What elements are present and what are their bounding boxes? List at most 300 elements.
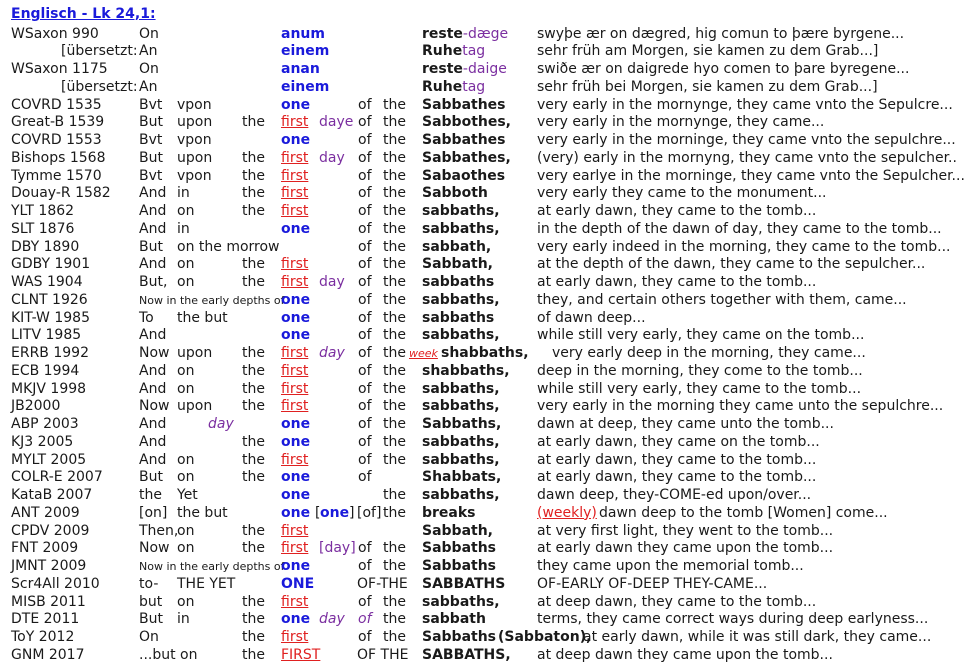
word-of: of (358, 203, 372, 220)
word-sabbath: sabbaths, (422, 593, 500, 610)
word-the: the (242, 469, 265, 486)
word-of: of (358, 380, 372, 397)
word-2: on (177, 540, 195, 557)
word-of: of (358, 540, 372, 557)
word-1: But (139, 469, 163, 486)
word-one: one (281, 291, 311, 308)
table-row (0, 594, 900, 612)
bible-name: ANT 2009 (11, 504, 80, 521)
page-title[interactable]: Englisch - Lk 24,1: (11, 6, 156, 22)
bible-name: MKJV 1998 (11, 380, 87, 397)
word-1: And (139, 203, 167, 220)
word-the: the (242, 274, 265, 291)
word-the-2: the (383, 504, 406, 521)
word-2: vpon (177, 96, 212, 113)
translation-text: very early they came to the monument... (537, 185, 827, 202)
translation-text: very early in the mornynge, they came vnto the Sepulcre... (537, 96, 953, 113)
translation-text: of dawn deep... (537, 309, 646, 326)
word-2: upon (177, 149, 213, 166)
word-of: of (358, 220, 372, 237)
translation-text: very early in the morning they came unto the sepulchre... (537, 398, 944, 415)
word-of: of (358, 362, 372, 379)
translation-text: at deep dawn they came upon the tomb... (537, 646, 833, 663)
translation-text: dawn deep to the tomb [Women] come... (599, 504, 888, 521)
word-sabbath: Sabbath, (422, 256, 493, 273)
word-day: day (319, 149, 345, 166)
word-1: And (139, 362, 167, 379)
word-1: On (139, 61, 159, 78)
word-1: Now (139, 540, 170, 557)
word-1: And (139, 185, 167, 202)
word-2: on (177, 256, 195, 273)
bible-name: COVRD 1535 (11, 96, 102, 113)
translation-text: swiðe ær on daigrede hyo comen to þare byregene... (537, 61, 910, 78)
word-of: of (358, 558, 372, 575)
table-row (0, 256, 926, 274)
bible-name: ABP 2003 (11, 416, 79, 433)
word-1: And (139, 380, 167, 397)
word-first: first (281, 362, 309, 379)
word-of: of (358, 398, 372, 415)
word-sabbath: sabbaths, (422, 433, 500, 450)
word-sabbath-suffix: -dæge (462, 25, 509, 42)
bible-name: COLR-E 2007 (11, 469, 103, 486)
word-one: ONE (281, 575, 315, 592)
word-the: the (242, 256, 265, 273)
word-one: one (281, 504, 311, 521)
word-the: the (242, 611, 265, 628)
word-1: And (139, 327, 167, 344)
word-1: An (139, 43, 158, 60)
word-sabbath: sabbaths (422, 274, 495, 291)
word-first: first (281, 345, 309, 362)
word-sabbath: reste-daige (422, 61, 507, 78)
translation-text: dawn at deep, they came unto the tomb... (537, 416, 834, 433)
word-the-2: the (383, 149, 406, 166)
word-the-2: the (383, 593, 406, 610)
word-sabbath-suffix: tag (462, 43, 486, 60)
word-2: the but (177, 504, 228, 521)
bible-name: Great-B 1539 (11, 114, 105, 131)
word-1: But (139, 238, 163, 255)
word-the-2: the (383, 203, 406, 220)
word-of: of (358, 345, 372, 362)
word-the-2: the (383, 362, 406, 379)
translation-text: at early dawn, they came to the tomb... (537, 203, 817, 220)
word-1: And (139, 220, 167, 237)
translation-text: sehr früh bei Morgen, sie kamen zu dem Grab...] (537, 78, 878, 95)
word-sabbath: Sabbaths (422, 629, 497, 646)
word-2: on (177, 203, 195, 220)
word-1: Bvt (139, 167, 163, 184)
table-row (0, 629, 932, 647)
word-sabbath: sabbaths, (422, 398, 500, 415)
word-first: first (281, 398, 309, 415)
bible-name: LITV 1985 (11, 327, 82, 344)
word-first: first (281, 522, 309, 539)
word-of: of (358, 451, 372, 468)
word-2: vpon (177, 132, 212, 149)
translation-text: at early dawn, while it was still dark, they came... (583, 629, 932, 646)
word-first: first (281, 167, 309, 184)
translation-text: deep in the morning, they come to the tomb... (537, 362, 863, 379)
word-sabbath: Sabbath, (422, 522, 493, 539)
table-row (0, 363, 900, 381)
word-of: of (358, 96, 372, 113)
word-the-2: the (383, 398, 406, 415)
bible-name: Tymme 1570 (11, 167, 102, 184)
word-of: of (358, 274, 372, 291)
word-of: [of] (357, 504, 382, 521)
word-2: on (177, 380, 195, 397)
word-of: of (358, 433, 372, 450)
table-row (0, 558, 900, 576)
word-day: day (208, 416, 234, 433)
word-the: the (242, 149, 265, 166)
word-of: of (358, 256, 372, 273)
word-the-2: the (383, 309, 406, 326)
bible-name: JB2000 (11, 398, 61, 415)
translation-text: (very) early in the mornyng, they came vnto the sepulcher.. (537, 149, 957, 166)
word-2: in (177, 611, 190, 628)
word-of: of (358, 149, 372, 166)
translation-text: at early dawn, they came to the tomb... (537, 469, 817, 486)
word-1: But (139, 611, 163, 628)
word-the-2: the (383, 185, 406, 202)
word-of: of (358, 309, 372, 326)
word-the: the (242, 540, 265, 557)
word-2: on (177, 362, 195, 379)
word-one: anum (281, 25, 325, 42)
word-1: the (139, 487, 162, 504)
word-1: But, (139, 274, 168, 291)
translation-text: they came upon the memorial tomb... (537, 558, 804, 575)
table-row (0, 469, 900, 487)
word-1: Then, (139, 522, 179, 539)
word-the-2: the (383, 291, 406, 308)
word-sabbath-suffix: -daige (462, 61, 507, 78)
translation-text: very early in the morninge, they came vnto the sepulchre... (537, 132, 956, 149)
word-sabbath: sabbaths, (422, 380, 500, 397)
translation-text: at deep dawn, they came to the tomb... (537, 593, 817, 610)
word-the-2: the (383, 433, 406, 450)
table-row (0, 274, 900, 292)
word-first: first (281, 540, 309, 557)
word-the: the (242, 203, 265, 220)
bible-name: KJ3 2005 (11, 433, 74, 450)
word-the: the (242, 398, 265, 415)
word-sabbath-extra: (Sabbaton), (498, 629, 592, 646)
bible-name: WAS 1904 (11, 274, 83, 291)
word-sabbath: Sabbaths (422, 540, 497, 557)
word-sabbath: Sabbathes, (422, 149, 511, 166)
bible-name: ECB 1994 (11, 362, 80, 379)
word-first: first (281, 149, 309, 166)
word-of: of (358, 291, 372, 308)
word-one: one (281, 558, 311, 575)
word-the: the (242, 433, 265, 450)
word-1: Now in the early depths of (139, 293, 285, 307)
word-2: on (177, 593, 195, 610)
word-week: week (409, 347, 438, 361)
word-one: one (281, 96, 311, 113)
word-the: the (242, 522, 265, 539)
word-one: einem (281, 78, 330, 95)
word-1: Now in the early depths of (139, 560, 285, 574)
word-of: of (358, 469, 372, 486)
translation-text: sehr früh am Morgen, sie kamen zu dem Grab...] (537, 43, 879, 60)
bible-name: CPDV 2009 (11, 522, 90, 539)
translation-text: in the depth of the dawn of day, they came to the tomb... (537, 220, 942, 237)
word-day: day (319, 345, 345, 362)
table-row (0, 203, 900, 221)
word-1: To (139, 309, 154, 326)
table-row (0, 540, 900, 558)
word-1: And (139, 451, 167, 468)
word-2: THE YET (177, 575, 236, 592)
table-row (0, 132, 956, 150)
word-first: first (281, 274, 309, 291)
word-of: of (358, 185, 372, 202)
translation-text: while still very early, they came to the tomb... (537, 380, 862, 397)
word-2: Yet (177, 487, 198, 504)
word-first: first (281, 203, 309, 220)
table-row (0, 381, 900, 399)
translation-text: at early dawn they came upon the tomb... (537, 540, 834, 557)
bible-name: WSaxon 990 (11, 25, 99, 42)
translation-text: very early indeed in the morning, they came to the tomb... (537, 238, 951, 255)
word-sabbath: sabbath, (422, 238, 492, 255)
word-sabbath: reste-dæge (422, 25, 509, 42)
word-one: anan (281, 61, 320, 78)
table-row (0, 25, 905, 44)
bible-name: Douay-R 1582 (11, 185, 111, 202)
word-sabbath: shabbaths, (441, 345, 529, 362)
word-of: OF THE (357, 646, 409, 663)
table-row (0, 114, 900, 132)
bible-name: GDBY 1901 (11, 256, 91, 273)
word-sabbath: Shabbats, (422, 469, 502, 486)
word-one: one (281, 309, 311, 326)
bible-name: YLT 1862 (11, 203, 75, 220)
word-one: one (281, 132, 311, 149)
word-sabbath: sabbaths, (422, 451, 500, 468)
word-1: But (139, 149, 163, 166)
word-the: the (242, 646, 265, 663)
word-2: on (177, 469, 195, 486)
word-the: the (242, 114, 265, 131)
bible-name: GNM 2017 (11, 646, 85, 663)
bible-name: [übersetzt: (61, 43, 138, 60)
word-sabbath: Sabbaths, (422, 416, 502, 433)
translation-text: at early dawn, they came on the tomb... (537, 433, 820, 450)
word-sabbath: SABBATHS, (422, 646, 511, 663)
word-1: Bvt (139, 96, 163, 113)
word-2: upon (177, 398, 213, 415)
word-of: of (358, 167, 372, 184)
table-row (0, 96, 953, 115)
word-2: the but (177, 309, 228, 326)
word-1: Now (139, 398, 170, 415)
translation-text: they, and certain others together with them, came... (537, 291, 907, 308)
word-sabbath: sabbaths, (422, 327, 500, 344)
word-the-2: the (383, 132, 406, 149)
word-first: first (281, 380, 309, 397)
word-first: first (281, 451, 309, 468)
word-the: the (242, 593, 265, 610)
word-the: the (242, 345, 265, 362)
bible-name: DBY 1890 (11, 238, 80, 255)
word-sabbath: Sabbathes (422, 96, 506, 113)
bible-name: WSaxon 1175 (11, 61, 108, 78)
word-of: of (358, 114, 372, 131)
word-one: einem (281, 43, 330, 60)
word-of: of (358, 611, 372, 628)
word-sabbath: Ruhetag (422, 43, 486, 60)
word-the-2: the (383, 256, 406, 273)
word-1: An (139, 78, 158, 95)
word-one: one (281, 327, 311, 344)
word-the: the (242, 451, 265, 468)
word-sabbath: Sabbaths (422, 558, 497, 575)
word-of: of (358, 593, 372, 610)
translation-text: at the depth of the dawn, they came to the sepulcher... (537, 256, 926, 273)
word-1: ...but on (139, 646, 198, 663)
table-row (0, 611, 929, 629)
bible-name: KataB 2007 (11, 487, 93, 504)
table-row (0, 345, 900, 363)
bible-name: SLT 1876 (11, 220, 75, 237)
translation-text: at very first light, they went to the tomb... (537, 522, 834, 539)
word-first: first (281, 256, 309, 273)
word-of: OF-THE (357, 575, 408, 592)
table-row (0, 576, 900, 594)
translation-text: terms, they came correct ways during deep earlyness... (537, 611, 929, 628)
bible-name: FNT 2009 (11, 540, 79, 557)
word-2: in (177, 220, 190, 237)
word-1: On (139, 25, 159, 42)
translation-text: very earlye in the morninge, they came vnto the Sepulcher... (537, 167, 965, 184)
word-sabbath: breaks (422, 504, 476, 521)
word-of: of (358, 238, 372, 255)
word-the-2: the (383, 327, 406, 344)
word-1: And (139, 256, 167, 273)
word-the: the (242, 362, 265, 379)
word-of: of (358, 327, 372, 344)
table-row (0, 327, 900, 345)
word-the-2: the (383, 451, 406, 468)
table-row (0, 505, 900, 523)
word-sabbath: sabbaths, (422, 291, 500, 308)
word-2: in (177, 185, 190, 202)
word-sabbath: sabbaths, (422, 220, 500, 237)
word-2: upon (177, 345, 213, 362)
translation-text: OF-EARLY OF-DEEP THEY-CAME... (537, 575, 768, 592)
bible-name: MISB 2011 (11, 593, 86, 610)
translation-text: while still very early, they came on the tomb... (537, 327, 865, 344)
tail-weekly: (weekly) (537, 504, 597, 521)
word-2: on (177, 274, 195, 291)
word-sabbath: Ruhetag (422, 78, 486, 95)
word-sabbath-suffix: tag (462, 78, 486, 95)
word-of: of (358, 629, 372, 646)
word-sabbath: Sabaothes (422, 167, 506, 184)
bible-name: COVRD 1553 (11, 132, 102, 149)
word-1: And (139, 433, 167, 450)
translation-text: at early dawn, they came to the tomb... (537, 274, 817, 291)
table-row (0, 310, 900, 328)
word-the-2: the (383, 558, 406, 575)
word-the-2: the (383, 345, 406, 362)
word-2: on (177, 451, 195, 468)
bible-name: KIT-W 1985 (11, 309, 90, 326)
word-of: of (358, 416, 372, 433)
bible-name: [übersetzt: (61, 78, 138, 95)
table-row (0, 167, 965, 186)
word-the-2: the (383, 611, 406, 628)
word-sabbath: Sabboth (422, 185, 488, 202)
word-1: [on] (139, 504, 168, 521)
word-one: one (281, 416, 311, 433)
table-row (0, 291, 907, 310)
word-day: daye (319, 114, 354, 131)
word-the-2: the (383, 96, 406, 113)
word-the-2: the (383, 114, 406, 131)
word-the-2: the (383, 487, 406, 504)
word-the-2: the (383, 274, 406, 291)
word-one: one (281, 220, 311, 237)
word-sabbath: sabbath (422, 611, 486, 628)
word-1: But (139, 114, 163, 131)
word-2: on the morrow (177, 238, 280, 255)
translation-text: at early dawn, they came to the tomb... (537, 451, 817, 468)
translation-text: swyþe ær on dægred, hig comun to þære byrgene... (537, 25, 905, 42)
word-one: one (281, 611, 311, 628)
bible-name: DTE 2011 (11, 611, 80, 628)
word-sabbath: sabbaths, (422, 487, 500, 504)
word-2: vpon (177, 167, 212, 184)
word-first: first (281, 114, 309, 131)
word-1: On (139, 629, 159, 646)
word-first: first (281, 185, 309, 202)
word-first: FIRST (281, 646, 321, 663)
table-row (0, 149, 957, 168)
word-the-2: the (383, 416, 406, 433)
word-the-2: the (383, 167, 406, 184)
word-day: [day] (319, 540, 356, 557)
word-2: upon (177, 114, 213, 131)
word-the: the (242, 167, 265, 184)
table-row (0, 434, 900, 452)
table-row (0, 79, 900, 97)
word-sabbath: Sabbothes, (422, 114, 511, 131)
table-row (0, 43, 900, 61)
table-row (0, 416, 900, 434)
bible-name: JMNT 2009 (11, 558, 87, 575)
bible-name: MYLT 2005 (11, 451, 87, 468)
word-2: on (177, 522, 195, 539)
table-row (0, 398, 944, 416)
bible-name: CLNT 1926 (11, 291, 88, 308)
bible-name: Scr4All 2010 (11, 575, 100, 592)
word-the: the (242, 185, 265, 202)
translation-text: very early deep in the morning, they came... (552, 345, 866, 362)
table-row (0, 61, 910, 79)
table-row (0, 647, 900, 665)
word-the: the (242, 629, 265, 646)
word-the-2: the (383, 220, 406, 237)
table-row (0, 185, 900, 203)
